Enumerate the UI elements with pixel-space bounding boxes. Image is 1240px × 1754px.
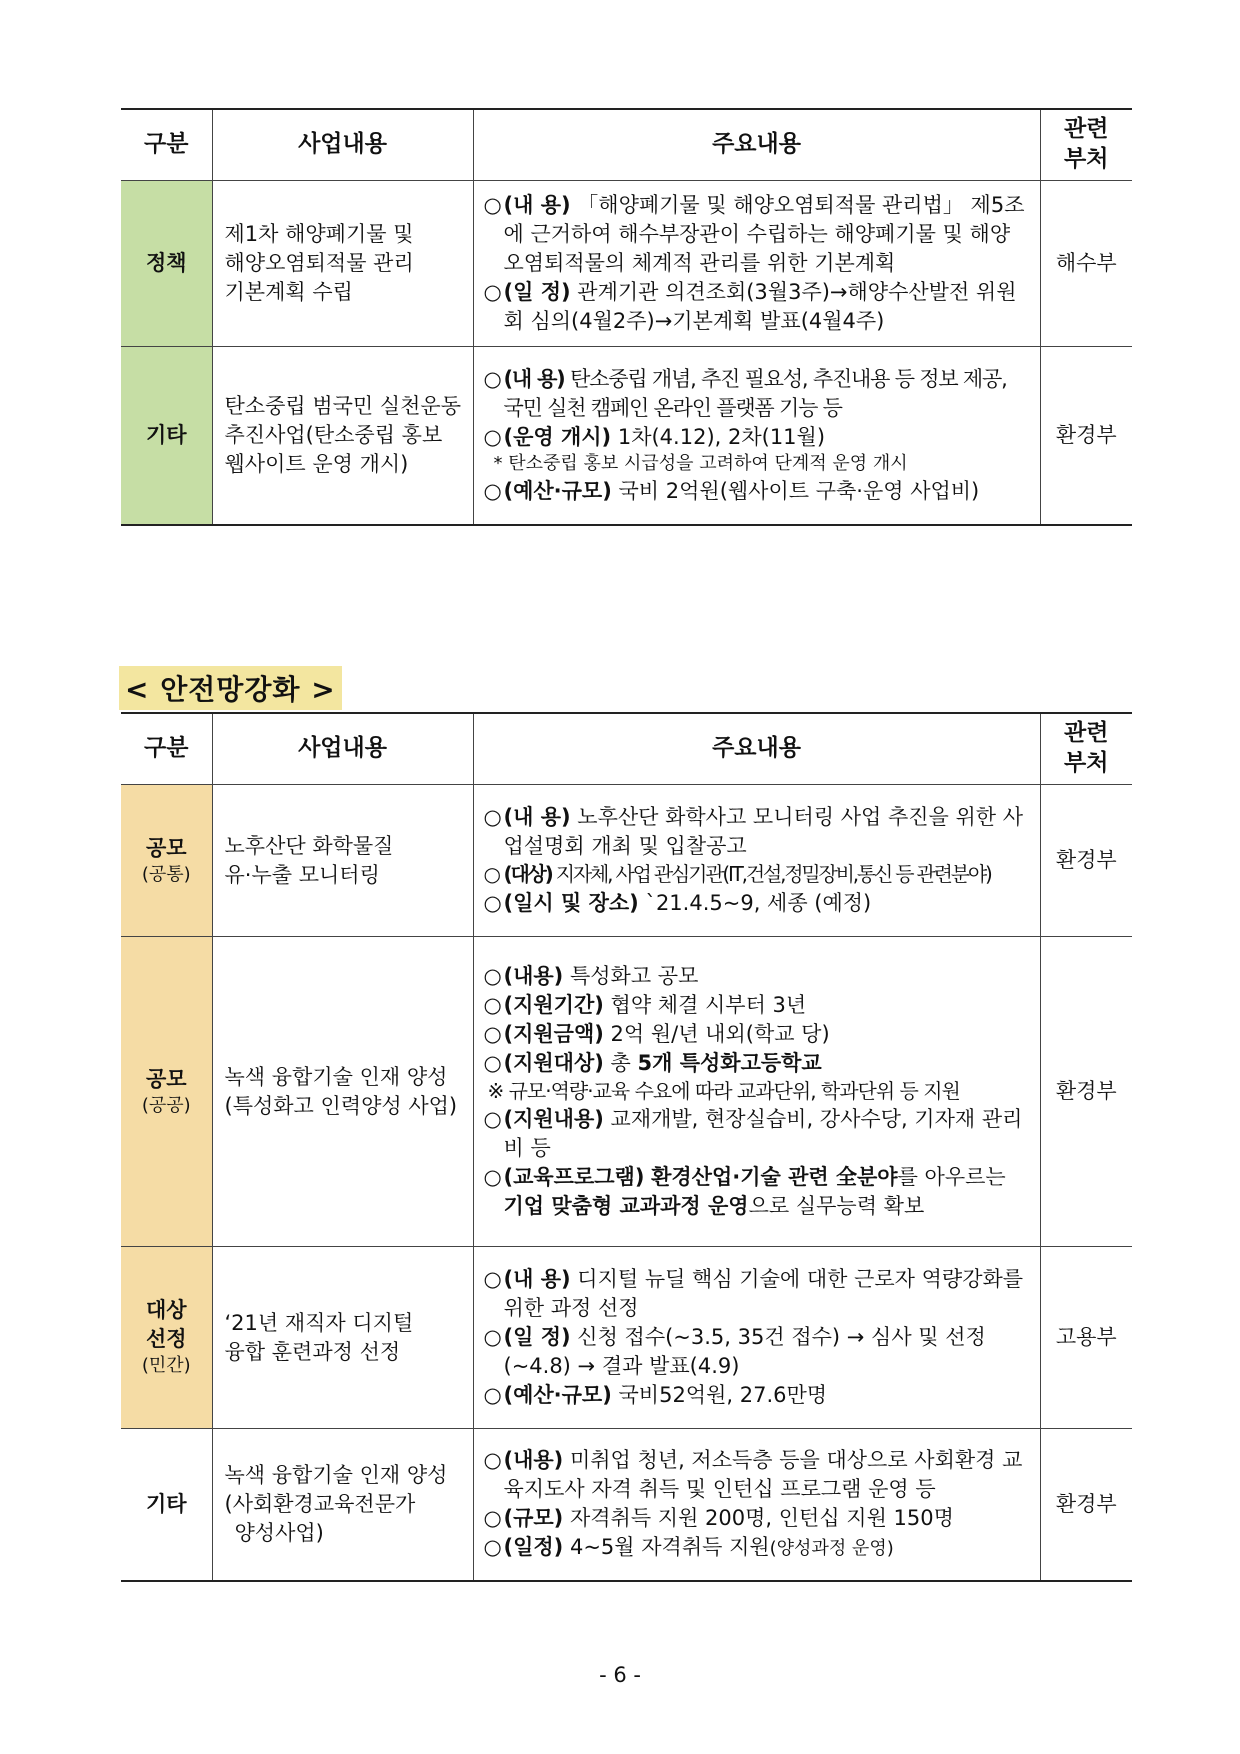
content-item: ○ (대상) 지자체, 사업 관심기관(IT,건설,정밀장비,통신 등 관련분야) bbox=[483, 862, 991, 887]
business-cell: 녹색 융합기술 인재 양성 (사회환경교육전문가 양성사업) bbox=[212, 1429, 473, 1581]
page-number: - 6 - bbox=[599, 1663, 641, 1687]
header-content: 주요내용 bbox=[473, 713, 1040, 785]
content-item: ○(지원대상) 총 5개 특성화고등학교 bbox=[483, 1050, 822, 1075]
category-cell: 기타 bbox=[121, 347, 212, 525]
content-note: * 탄소중립 홍보 시급성을 고려하여 단계적 운영 개시 bbox=[493, 452, 908, 474]
table-row bbox=[121, 785, 1132, 937]
department-cell: 환경부 bbox=[1040, 785, 1132, 937]
content-item: ○(예산·규모) 국비52억원, 27.6만명 bbox=[483, 1382, 828, 1407]
department-cell: 고용부 bbox=[1040, 1247, 1132, 1429]
content-item: ○(규모) 자격취득 지원 200명, 인턴십 지원 150명 bbox=[483, 1506, 954, 1531]
department-cell: 환경부 bbox=[1040, 347, 1132, 525]
department-cell: 해수부 bbox=[1040, 181, 1132, 347]
table-row bbox=[121, 347, 1132, 525]
category-cell: 기타 bbox=[121, 1429, 212, 1581]
table-header-row bbox=[121, 109, 1132, 181]
table-row bbox=[121, 1247, 1132, 1429]
business-cell: 제1차 해양폐기물 및 해양오염퇴적물 관리 기본계획 수립 bbox=[212, 181, 473, 347]
table-row bbox=[121, 181, 1132, 347]
department-cell: 환경부 bbox=[1040, 937, 1132, 1247]
content-cell bbox=[473, 785, 1040, 937]
content-cell bbox=[473, 1247, 1040, 1429]
department-cell: 환경부 bbox=[1040, 1429, 1132, 1581]
content-item: ○(일정) 4~5월 자격취득 지원(양성과정 운영) bbox=[483, 1535, 894, 1560]
content-item: ○(내 용) 노후산단 화학사고 모니터링 사업 추진을 위한 사업설명회 개최 및 입찰공고 bbox=[483, 805, 1024, 859]
header-category: 구분 bbox=[121, 109, 212, 181]
content-item: ○(내 용) 디지털 뉴딜 핵심 기술에 대한 근로자 역량강화를 위한 과정 선정 bbox=[483, 1267, 1024, 1321]
content-item: ○(내용) 특성화고 공모 bbox=[483, 963, 699, 988]
content-cell bbox=[473, 937, 1040, 1247]
business-cell: 녹색 융합기술 인재 양성 (특성화고 인력양성 사업) bbox=[212, 937, 473, 1247]
table-row bbox=[121, 937, 1132, 1247]
content-cell bbox=[473, 181, 1040, 347]
table-safety-net bbox=[121, 712, 1132, 1582]
content-item: ○(운영 개시) 1차(4.12), 2차(11월) bbox=[483, 424, 826, 449]
business-cell: ‘21년 재직자 디지털 융합 훈련과정 선정 bbox=[212, 1247, 473, 1429]
header-business: 사업내용 bbox=[212, 713, 473, 785]
content-item: ○(지원기간) 협약 체결 시부터 3년 bbox=[483, 992, 807, 1017]
content-item: ○(교육프로그램) 환경산업·기술 관련 全분야를 아우르는 기업 맞춤형 교과과정 운영으로 실무능력 확보 bbox=[483, 1165, 1006, 1219]
content-item: ○(일 정) 신청 접수(~3.5, 35건 접수) → 심사 및 선정(~4.8) → 결과 발표(4.9) bbox=[483, 1325, 986, 1378]
business-cell: 탄소중립 범국민 실천운동 추진사업(탄소중립 홍보 웹사이트 운영 개시) bbox=[212, 347, 473, 525]
content-note: ※ 규모·역량·교육 수요에 따라 교과단위, 학과단위 등 지원 bbox=[487, 1078, 960, 1103]
header-department: 관련 부처 bbox=[1040, 109, 1132, 181]
section-title: < 안전망강화 > bbox=[119, 666, 342, 710]
category-cell: 대상 선정 (민간) bbox=[121, 1247, 212, 1429]
table-policy bbox=[121, 108, 1132, 526]
category-cell: 공모 (공공) bbox=[121, 937, 212, 1247]
content-item: ○ (내 용) 탄소중립 개념, 추진 필요성, 추진내용 등 정보 제공, 국민 실천 캠페인 온라인 플랫폼 기능 등 bbox=[483, 366, 1007, 420]
content-item: ○(예산·규모) 국비 2억원(웹사이트 구축·운영 사업비) bbox=[483, 478, 980, 503]
content-cell bbox=[473, 347, 1040, 525]
business-cell: 노후산단 화학물질 유·누출 모니터링 bbox=[212, 785, 473, 937]
category-cell: 정책 bbox=[121, 181, 212, 347]
content-item: ○(일시 및 장소) `21.4.5~9, 세종 (예정) bbox=[483, 890, 872, 915]
content-item: ○(지원금액) 2억 원/년 내외(학교 당) bbox=[483, 1021, 830, 1046]
header-category: 구분 bbox=[121, 713, 212, 785]
header-department: 관련 부처 bbox=[1040, 713, 1132, 785]
category-cell: 공모 (공통) bbox=[121, 785, 212, 937]
header-business: 사업내용 bbox=[212, 109, 473, 181]
content-item: ○(일 정) 관계기관 의견조회(3월3주)→해양수산발전 위원회 심의(4월2주)→기본계획 발표(4월4주) bbox=[483, 279, 1017, 333]
content-cell bbox=[473, 1429, 1040, 1581]
content-item: ○(내용) 미취업 청년, 저소득층 등을 대상으로 사회환경 교육지도사 자격 취득 및 인턴십 프로그램 운영 등 bbox=[483, 1448, 1023, 1502]
table-row bbox=[121, 1429, 1132, 1581]
table-header-row bbox=[121, 713, 1132, 785]
content-item: ○(내 용) 「해양폐기물 및 해양오염퇴적물 관리법」 제5조에 근거하여 해수부장관이 수립하는 해양폐기물 및 해양오염퇴적물의 체계적 관리를 위한 기본계획 bbox=[483, 193, 1025, 276]
content-item: ○(지원내용) 교재개발, 현장실습비, 강사수당, 기자재 관리비 등 bbox=[483, 1107, 1023, 1161]
header-content: 주요내용 bbox=[473, 109, 1040, 181]
